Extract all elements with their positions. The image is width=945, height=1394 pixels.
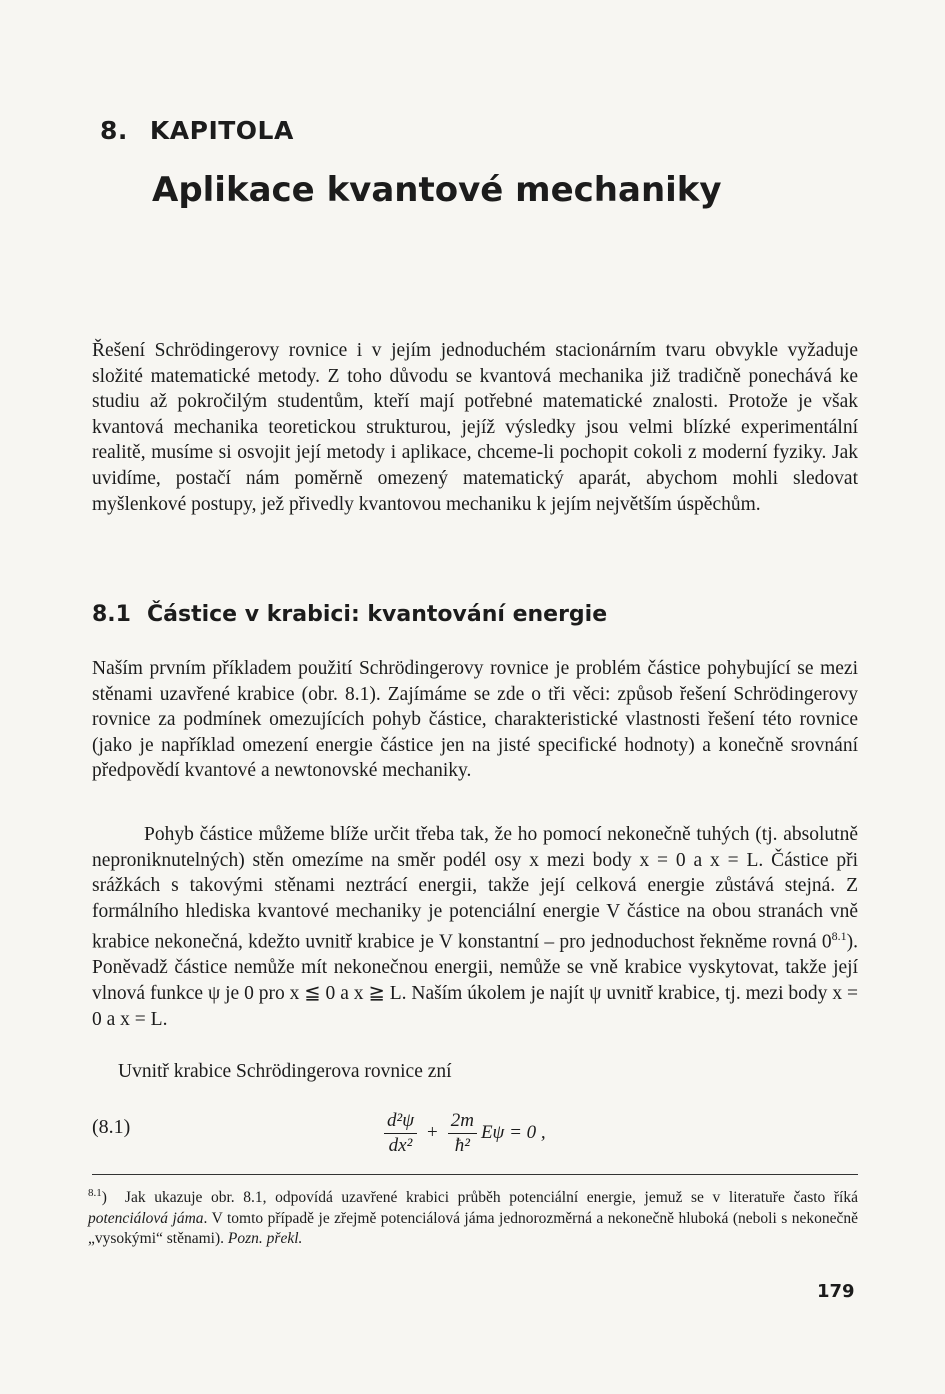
footnote-ref: 8.1 [831, 929, 847, 944]
section-title: Částice v krabici: kvantování energie [146, 602, 608, 627]
equation-rest: Eψ = 0 , [480, 1122, 546, 1143]
equation-number: (8.1) [92, 1116, 131, 1138]
translator-note: Pozn. překl. [227, 1230, 303, 1248]
paragraph-2-part-b: ). Poněvadž částice nemůže mít nekonečnou energii, nemůže se vně krabice vyskytovat, takže její vlnová funkce ψ je 0 pro x ≦ 0 a x ≧ L. Naším úkolem je najít ψ uvnitř krabice, tj. mezi body x = 0 a x = L. [92, 931, 858, 1030]
footnote-text-a: Jak ukazuje obr. 8.1, odpovídá uzavřené krabici průběh potenciální energie, jemuž se v literatuře často říká [124, 1189, 858, 1207]
fraction-mass-term [448, 1110, 477, 1157]
fraction-2-denominator: ħ² [454, 1134, 470, 1156]
fraction-2-numerator: 2m [448, 1110, 477, 1134]
equation-8-1 [92, 1100, 858, 1166]
footnote-text-b: . V tomto případě je zřejmě potenciálová jáma jednorozměrná a nekonečně hluboká (neboli s nekonečně „vysokými“ stěnami). [88, 1209, 859, 1248]
chapter-number: 8. [100, 116, 128, 145]
intro-paragraph: Řešení Schrödingerovy rovnice i v jejím jednoduchém stacionárním tvaru obvykle vyžaduje složité matematické metody. Z toho důvodu se kvantová mechanika již tradičně ponechává ke studiu až pokročilým studentům, kteří mají potřebné matematické znalosti. Protože je však kvantová mechanika teoretickou strukturou, jejíž výsledky jsou velmi blízké experimentální realitě, musíme si osvojit její metody i aplikace, chceme-li pochopit cokoli z moderní fyziky. Jak uvidíme, postačí nám poměrně omezený matematický aparát, abychom mohli sledovat myšlenkové postupy, jež přivedly kvantovou mechaniku k jejím největším úspěchům. [92, 340, 858, 515]
footnote-mark: 8.1 [88, 1187, 102, 1199]
footnote-term: potenciálová jáma [88, 1209, 204, 1227]
section-paragraph-2 [92, 822, 858, 1032]
equation-body [380, 1100, 546, 1166]
page-number: 179 [817, 1281, 855, 1302]
plus-sign: + [427, 1122, 438, 1143]
chapter-title: Aplikace kvantové mechaniky [152, 170, 722, 210]
footnote-mark-paren: ) [101, 1189, 107, 1207]
footnote [88, 1183, 858, 1250]
section-number: 8.1 [92, 602, 131, 627]
footnote-divider [92, 1174, 858, 1175]
section-heading [92, 602, 607, 627]
chapter-label [100, 116, 294, 145]
fraction-1-numerator: d²ψ [384, 1110, 417, 1134]
paragraph-2-part-a: Pohyb částice můžeme blíže určit třeba tak, že ho pomocí nekonečně tuhých (tj. absolutně neproniknutelných) stěn omezíme na směr podél osy x mezi body x = 0 a x = L. Částice při srážkách s takovými stěnami neztrácí energii, takže její celková energie zůstává stejná. Z formálního hlediska kvantové mechaniky je potenciální energie V částice na obou stranách vně krabice nekonečná, kdežto uvnitř krabice je V konstantní – pro jednoduchost řekněme rovná 0 [92, 824, 858, 953]
section-paragraph-3: Uvnitř krabice Schrödingerova rovnice zní [118, 1061, 452, 1082]
fraction-1-denominator: dx² [388, 1134, 413, 1156]
chapter-word: KAPITOLA [149, 116, 294, 145]
section-paragraph-1: Naším prvním příkladem použití Schrödingerovy rovnice je problém částice pohybující se mezi stěnami uzavřené krabice (obr. 8.1). Zajímáme se zde o tři věci: způsob řešení Schrödingerovy rovnice za podmínek omezujících pohyb částice, charakteristické vlastnosti řešení této rovnice (jako je například omezení energie částice jen na jisté specifické hodnoty) a konečně srovnání předpovědí kvantové a newtonovské mechaniky. [92, 658, 858, 782]
fraction-second-derivative [384, 1110, 417, 1157]
